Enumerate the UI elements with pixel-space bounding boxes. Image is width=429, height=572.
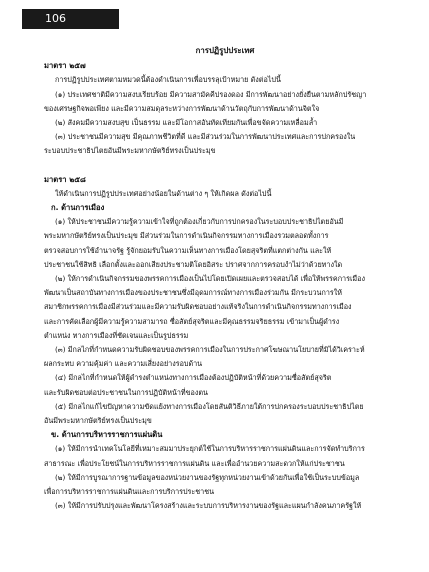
section-258-intro: ให้ดำเนินการปฏิรูปประเทศอย่างน้อยในด้านต่าง ๆ ให้เกิดผล ดังต่อไปนี้ <box>55 188 272 198</box>
politics-line: สมาชิกพรรคการเมืองมีส่วนร่วมและมีความรับผิดชอบอย่างแท้จริงในการดำเนินกิจกรรมทางการเมือง <box>44 302 352 312</box>
politics-heading: ก. ด้านการเมือง <box>51 203 105 213</box>
administration-line: (๑) ให้มีการนำเทคโนโลยีที่เหมาะสมมาประยุกต์ใช้ในการบริหารราชการแผ่นดินและการจัดทำบริการ <box>55 444 365 454</box>
administration-line: เพื่อการบริหารราชการแผ่นดินและการบริการประชาชน <box>44 487 214 497</box>
politics-line: (๔) มีกลไกที่กำหนดให้ผู้ดำรงตำแหน่งทางการเมืองต้องปฏิบัติหน้าที่ด้วยความซื่อสัตย์สุจริต <box>55 373 332 383</box>
politics-line: อันมีพระมหากษัตริย์ทรงเป็นประมุข <box>44 416 152 426</box>
politics-line: ตรวจสอบการใช้อำนาจรัฐ รู้จักยอมรับในความเห็นทางการเมืองโดยสุจริตที่แตกต่างกัน และให้ <box>44 245 332 255</box>
administration-line: (๓) ให้มีการปรับปรุงและพัฒนาโครงสร้างและระบบการบริหารงานของรัฐและแผนกำลังคนภาครัฐให้ <box>55 501 362 511</box>
page-number-badge: 106 <box>22 9 119 29</box>
politics-line: (๑) ให้ประชาชนมีความรู้ความเข้าใจที่ถูกต้องเกี่ยวกับการปกครองในระบอบประชาธิปไตยอันมี <box>55 217 344 227</box>
section-257-line: ระบอบประชาธิปไตยอันมีพระมหากษัตริย์ทรงเป็นประมุข <box>44 146 216 156</box>
administration-line: (๒) ให้มีการบูรณาการฐานข้อมูลของหน่วยงานของรัฐทุกหน่วยงานเข้าด้วยกันเพื่อใช้เป็นระบบข้อมูล <box>55 472 360 482</box>
politics-line: พัฒนาเป็นสถาบันทางการเมืองของประชาชนซึ่งมีอุดมการณ์ทางการเมืองร่วมกัน มีกระบวนการให้ <box>44 288 342 298</box>
section-257-intro: การปฏิรูปประเทศตามหมวดนี้ต้องดำเนินการเพื่อบรรลุเป้าหมาย ดังต่อไปนี้ <box>55 75 281 85</box>
section-258-heading: มาตรา ๒๕๘ <box>44 174 86 184</box>
politics-line: (๕) มีกลไกแก้ไขปัญหาความขัดแย้งทางการเมืองโดยสันติวิธีภายใต้การปกครองระบอบประชาธิปไตย <box>55 401 364 411</box>
administration-line: สาธารณะ เพื่อประโยชน์ในการบริหารราชการแผ่นดิน และเพื่ออำนวยความสะดวกให้แก่ประชาชน <box>44 458 345 468</box>
section-257-line: ของเศรษฐกิจพอเพียง และมีความสมดุลระหว่างการพัฒนาด้านวัตถุกับการพัฒนาด้านจิตใจ <box>44 103 320 113</box>
section-257-heading: มาตรา ๒๕๗ <box>44 61 86 71</box>
politics-line: ผลกระทบ ความคุ้มค่า และความเสี่ยงอย่างรอบด้าน <box>44 359 203 369</box>
section-257-line: (๒) สังคมมีความสงบสุข เป็นธรรม และมีโอกาสอันทัดเทียมกันเพื่อขจัดความเหลื่อมล้ำ <box>55 118 318 128</box>
politics-line: และรับผิดชอบต่อประชาชนในการปฏิบัติหน้าที่ของตน <box>44 387 208 397</box>
section-257-line: (๑) ประเทศชาติมีความสงบเรียบร้อย มีความสามัคคีปรองดอง มีการพัฒนาอย่างยั่งยืนตามหลักปรัชญา <box>55 89 367 99</box>
politics-line: (๒) ให้การดำเนินกิจกรรมของพรรคการเมืองเป็นไปโดยเปิดเผยและตรวจสอบได้ เพื่อให้พรรคการเมือง <box>55 274 365 284</box>
politics-line: (๓) มีกลไกที่กำหนดความรับผิดชอบของพรรคการเมืองในการประกาศโฆษณานโยบายที่มิได้วิเคราะห์ <box>55 345 365 355</box>
politics-line: พระมหากษัตริย์ทรงเป็นประมุข มีส่วนร่วมในการดำเนินกิจกรรมทางการเมืองรวมตลอดทั้งการ <box>44 231 329 241</box>
document-body <box>44 44 406 514</box>
administration-heading: ข. ด้านการบริหารราชการแผ่นดิน <box>51 430 163 440</box>
section-257-line: (๓) ประชาชนมีความสุข มีคุณภาพชีวิตที่ดี และมีส่วนร่วมในการพัฒนาประเทศและการปกครองใน <box>55 132 356 142</box>
section-gap <box>44 159 406 173</box>
politics-line: ประชาชนใช้สิทธิ เลือกตั้งและออกเสียงประชามติโดยอิสระ ปราศจากการครอบงำไม่ว่าด้วยทางใด <box>44 259 343 269</box>
politics-line: และการคัดเลือกผู้มีความรู้ความสามารถ ซื่อสัตย์สุจริตและมีคุณธรรมจริยธรรม เข้ามาเป็นผู้ดำรง <box>44 316 340 326</box>
page-title: การปฏิรูปประเทศ <box>195 46 255 55</box>
politics-line: ตำแหน่ง ทางการเมืองที่ชัดเจนและเป็นรูปธรรม <box>44 330 189 340</box>
